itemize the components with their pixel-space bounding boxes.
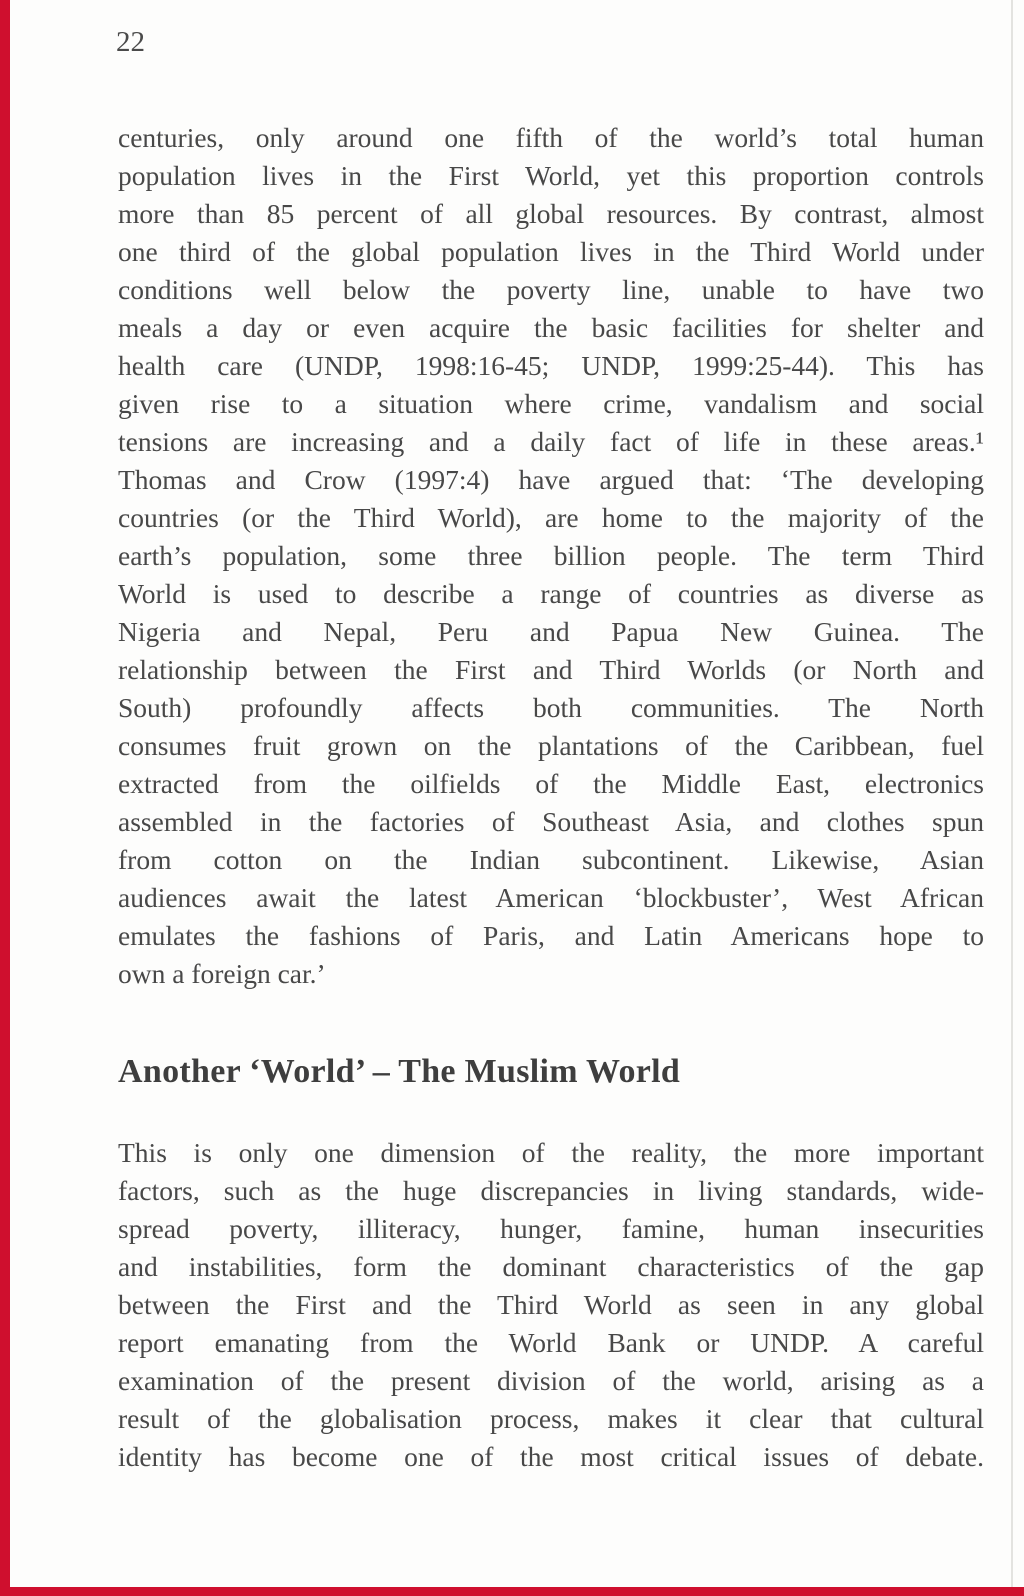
page-edge-line (1011, 0, 1013, 1596)
text-line: Nigeria and Nepal, Peru and Papua New Guinea. The (118, 616, 984, 647)
text-line: between the First and the Third World as seen in any global (118, 1289, 984, 1320)
text-line: identity has become one of the most critical issues of debate. (118, 1441, 984, 1472)
text-line: countries (or the Third World), are home to the majority of the (118, 502, 984, 533)
text-line: consumes fruit grown on the plantations of the Caribbean, fuel (118, 730, 984, 761)
text-line: Thomas and Crow (1997:4) have argued that: ‘The developing (118, 464, 984, 495)
text-line: South) profoundly affects both communities. The North (118, 692, 984, 723)
text-line: spread poverty, illiteracy, hunger, famine, human insecurities (118, 1213, 984, 1244)
text-line: meals a day or even acquire the basic facilities for shelter and (118, 312, 984, 343)
text-line: earth’s population, some three billion people. The term Third (118, 540, 984, 571)
text-line: This is only one dimension of the reality, the more important (118, 1137, 984, 1168)
text-line: conditions well below the poverty line, unable to have two (118, 274, 984, 305)
paragraph-1-last-line: own a foreign car.’ (118, 958, 326, 989)
text-line: from cotton on the Indian subcontinent. Likewise, Asian (118, 844, 984, 875)
text-line: assembled in the factories of Southeast Asia, and clothes spun (118, 806, 984, 837)
body-paragraph-1 (118, 119, 984, 993)
text-line: extracted from the oilfields of the Middle East, electronics (118, 768, 984, 799)
text-line: relationship between the First and Third Worlds (or North and (118, 654, 984, 685)
text-line: given rise to a situation where crime, vandalism and social (118, 388, 984, 419)
text-line: tensions are increasing and a daily fact of life in these areas.¹ (118, 426, 984, 457)
text-line: one third of the global population lives in the Third World under (118, 236, 984, 267)
text-line: and instabilities, form the dominant characteristics of the gap (118, 1251, 984, 1282)
body-paragraph-2 (118, 1134, 984, 1476)
text-line: audiences await the latest American ‘blockbuster’, West African (118, 882, 984, 913)
text-line: factors, such as the huge discrepancies in living standards, wide- (118, 1175, 984, 1206)
scan-edge-left-strip (0, 0, 10, 1596)
text-line: more than 85 percent of all global resources. By contrast, almost (118, 198, 984, 229)
section-heading: Another ‘World’ – The Muslim World (118, 1053, 681, 1090)
page-number: 22 (116, 26, 145, 58)
scan-edge-bottom-strip (0, 1587, 1024, 1596)
paragraph-1-lines (118, 119, 984, 955)
text-line: report emanating from the World Bank or UNDP. A careful (118, 1327, 984, 1358)
text-line: result of the globalisation process, makes it clear that cultural (118, 1403, 984, 1434)
text-line: examination of the present division of the world, arising as a (118, 1365, 984, 1396)
paragraph-2-lines (118, 1134, 984, 1476)
text-line: World is used to describe a range of countries as diverse as (118, 578, 984, 609)
text-line: population lives in the First World, yet this proportion controls (118, 160, 984, 191)
text-line: centuries, only around one fifth of the world’s total human (118, 122, 984, 153)
text-line: emulates the fashions of Paris, and Latin Americans hope to (118, 920, 984, 951)
text-line: health care (UNDP, 1998:16-45; UNDP, 1999:25-44). This has (118, 350, 984, 381)
